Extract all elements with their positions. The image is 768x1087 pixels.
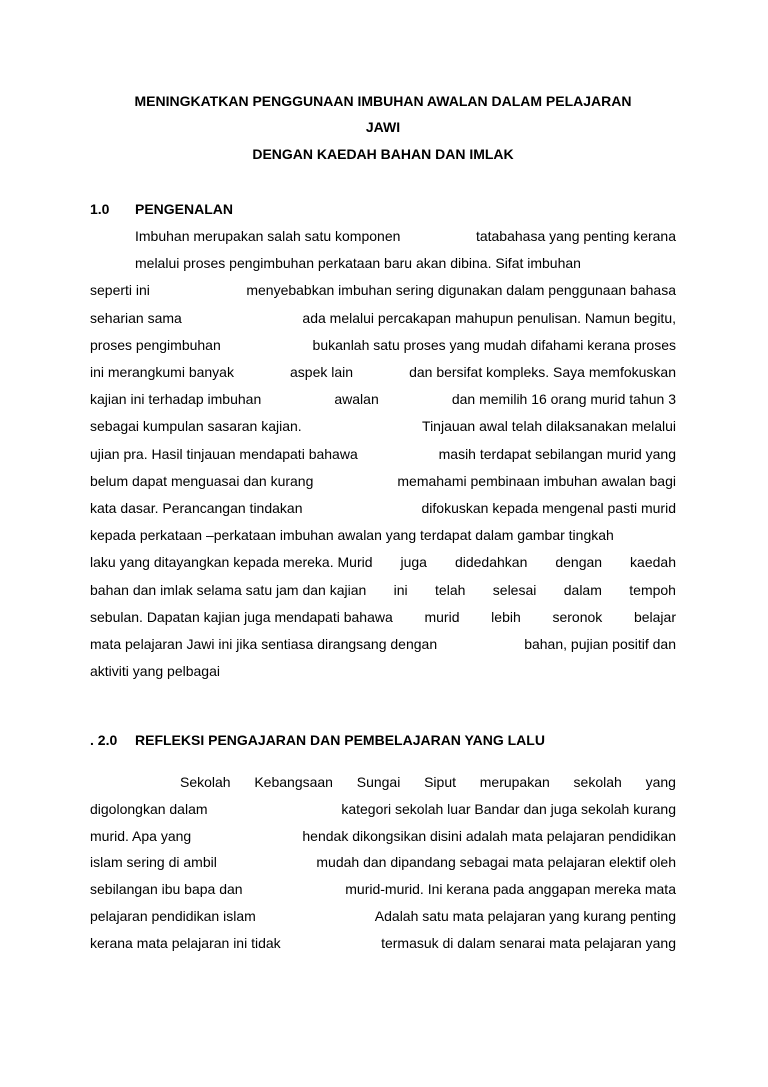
document-title-line-3: DENGAN KAEDAH BAHAN DAN IMLAK	[252, 146, 514, 162]
text-segment: yang	[645, 774, 676, 790]
text-segment: kerana mata pelajaran ini tidak	[90, 934, 281, 951]
text-segment: dan bersifat kompleks. Saya memfokuskan	[409, 364, 676, 380]
text-segment: mudah dan dipandang sebagai mata pelajaran elektif oleh	[316, 854, 676, 871]
text-segment: juga	[400, 554, 427, 571]
text-line	[90, 801, 676, 818]
document-title-line-1: MENINGKATKAN PENGGUNAAN IMBUHAN AWALAN DALAM PELAJARAN	[134, 93, 632, 109]
text-segment: kepada perkataan –perkataan imbuhan awalan yang terdapat dalam gambar tingkah	[90, 527, 614, 544]
text-segment: bahan, pujian positif dan	[524, 636, 676, 652]
text-segment: murid-murid. Ini kerana pada anggapan mereka mata	[345, 881, 676, 898]
text-line	[90, 881, 676, 898]
text-segment: Adalah satu mata pelajaran yang kurang penting	[374, 908, 676, 924]
text-segment: sebilangan ibu bapa dan	[90, 881, 243, 898]
text-line	[90, 609, 676, 626]
text-line	[90, 854, 676, 871]
text-segment: seperti ini	[90, 282, 150, 299]
text-segment: tempoh	[629, 581, 676, 598]
text-segment: kajian ini terhadap imbuhan	[90, 391, 262, 408]
text-segment: lebih	[491, 608, 521, 625]
text-segment: Sekolah	[180, 774, 231, 790]
text-segment: kata dasar. Perancangan tindakan	[90, 500, 303, 516]
document-title-line-2: JAWI	[365, 119, 401, 135]
section-2-heading	[90, 732, 545, 749]
text-segment: memahami pembinaan imbuhan awalan bagi	[397, 472, 676, 489]
text-line	[90, 828, 676, 845]
text-segment: belum dapat menguasai dan kurang	[90, 472, 314, 489]
text-segment: hendak dikongsikan disini adalah mata pelajaran pendidikan	[302, 827, 676, 844]
text-segment: sekolah	[573, 774, 622, 790]
text-line	[135, 255, 676, 272]
text-segment: sebagai kumpulan sasaran kajian.	[90, 418, 302, 435]
text-segment: dengan	[555, 554, 603, 571]
text-segment: ini	[393, 581, 408, 598]
text-segment: laku yang ditayangkan kepada mereka. Murid	[90, 554, 373, 571]
text-line	[90, 418, 676, 435]
text-line	[90, 337, 676, 354]
text-segment: sebulan. Dapatan kajian juga mendapati bahawa	[90, 608, 393, 625]
text-segment: ujian pra. Hasil tinjauan mendapati bahawa	[90, 445, 358, 462]
text-line	[90, 582, 676, 599]
text-line	[180, 774, 676, 791]
text-line	[90, 282, 676, 299]
text-segment: belajar	[633, 608, 676, 625]
text-segment: islam sering di ambil	[90, 854, 217, 871]
text-segment: murid	[424, 608, 460, 625]
text-line	[90, 310, 676, 327]
text-segment: termasuk di dalam senarai mata pelajaran yang	[381, 934, 676, 951]
text-line	[90, 908, 676, 925]
text-segment: dalam	[563, 581, 602, 598]
text-segment: tatabahasa yang penting kerana	[475, 228, 676, 244]
text-line	[90, 473, 676, 490]
section-1-title: PENGENALAN	[135, 201, 234, 217]
text-segment: digolongkan dalam	[90, 800, 208, 817]
text-segment: mata pelajaran Jawi ini jika sentiasa dirangsang dengan	[90, 636, 438, 652]
text-line	[90, 391, 676, 408]
text-segment: awalan	[334, 391, 379, 408]
text-segment: Kebangsaan	[254, 774, 333, 790]
text-segment: Siput	[424, 774, 456, 790]
text-line	[90, 636, 676, 653]
text-segment: ada melalui percakapan mahupun penulisan. Namun begitu,	[302, 309, 676, 326]
text-segment: kaedah	[630, 554, 676, 571]
text-segment: Imbuhan merupakan salah satu komponen	[135, 228, 401, 244]
text-line	[90, 500, 676, 517]
text-segment: ini merangkumi banyak	[90, 364, 234, 380]
text-segment: selesai	[492, 581, 537, 598]
text-segment: seharian sama	[90, 309, 182, 326]
text-line	[90, 663, 676, 680]
text-segment: bahan dan imlak selama satu jam dan kajian	[90, 581, 367, 598]
text-segment: difokuskan kepada mengenal pasti murid	[421, 500, 676, 516]
text-segment: menyebabkan imbuhan sering digunakan dalam penggunaan bahasa	[246, 282, 676, 299]
text-segment: pelajaran pendidikan islam	[90, 908, 256, 924]
text-segment: telah	[435, 581, 466, 598]
text-segment: proses pengimbuhan	[90, 336, 221, 353]
text-segment: melalui proses pengimbuhan perkataan baru akan dibina. Sifat imbuhan	[135, 255, 581, 272]
text-segment: murid. Apa yang	[90, 827, 192, 844]
section-2-number: . 2.0	[90, 732, 118, 748]
text-line	[90, 446, 676, 463]
text-segment: aktiviti yang pelbagai	[90, 663, 220, 680]
text-segment: seronok	[552, 608, 603, 625]
text-segment: kategori sekolah luar Bandar dan juga sekolah kurang	[341, 800, 676, 817]
text-segment: didedahkan	[454, 554, 528, 571]
text-segment: Tinjauan awal telah dilaksanakan melalui	[422, 418, 676, 435]
text-segment: merupakan	[479, 774, 550, 790]
text-segment: aspek lain	[290, 364, 354, 380]
text-line	[90, 554, 676, 571]
text-line	[90, 364, 676, 381]
text-segment: bukanlah satu proses yang mudah difahami kerana proses	[312, 336, 676, 353]
section-2-title: REFLEKSI PENGAJARAN DAN PEMBELAJARAN YANG LALU	[135, 732, 545, 748]
text-segment: Sungai	[356, 774, 401, 790]
section-1-number: 1.0	[90, 201, 110, 217]
section-1-heading	[90, 201, 233, 218]
text-line	[90, 935, 676, 952]
text-line	[90, 527, 676, 544]
text-segment: dan memilih 16 orang murid tahun 3	[451, 391, 676, 408]
text-line	[135, 228, 676, 245]
text-segment: masih terdapat sebilangan murid yang	[438, 445, 676, 462]
